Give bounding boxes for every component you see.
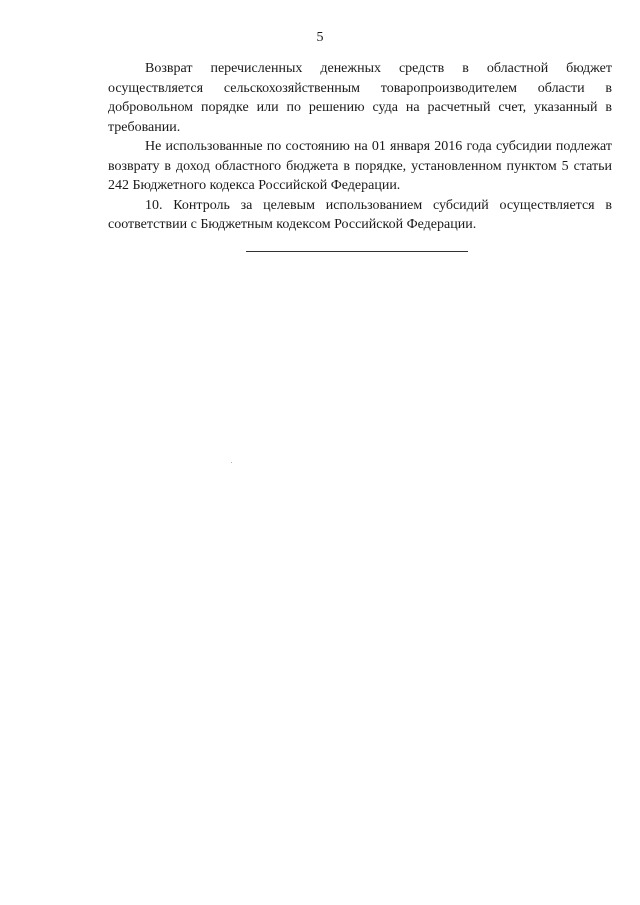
scan-speck (231, 462, 232, 463)
end-of-document-rule (246, 251, 468, 252)
paragraph-refund-procedure: Возврат перечисленных денежных средств в областной бюджет осуществляется сельскохозяйственным товаропроизводителем области в добровольном порядке или по решению суда на расчетный счет, указанный в требовании. (108, 61, 612, 135)
page-number: 5 (316, 30, 324, 45)
document-body (108, 59, 612, 235)
paragraph-control-clause: 10. Контроль за целевым использованием субсидий осуществляется в соответствии с Бюджетным кодексом Российской Федерации. (108, 197, 612, 232)
paragraph-unused-subsidies: Не использованные по состоянию на 01 января 2016 года субсидии подлежат возврату в доход областного бюджета в порядке, установленном пунктом 5 статьи 242 Бюджетного кодекса Российской Федерации. (108, 139, 612, 193)
